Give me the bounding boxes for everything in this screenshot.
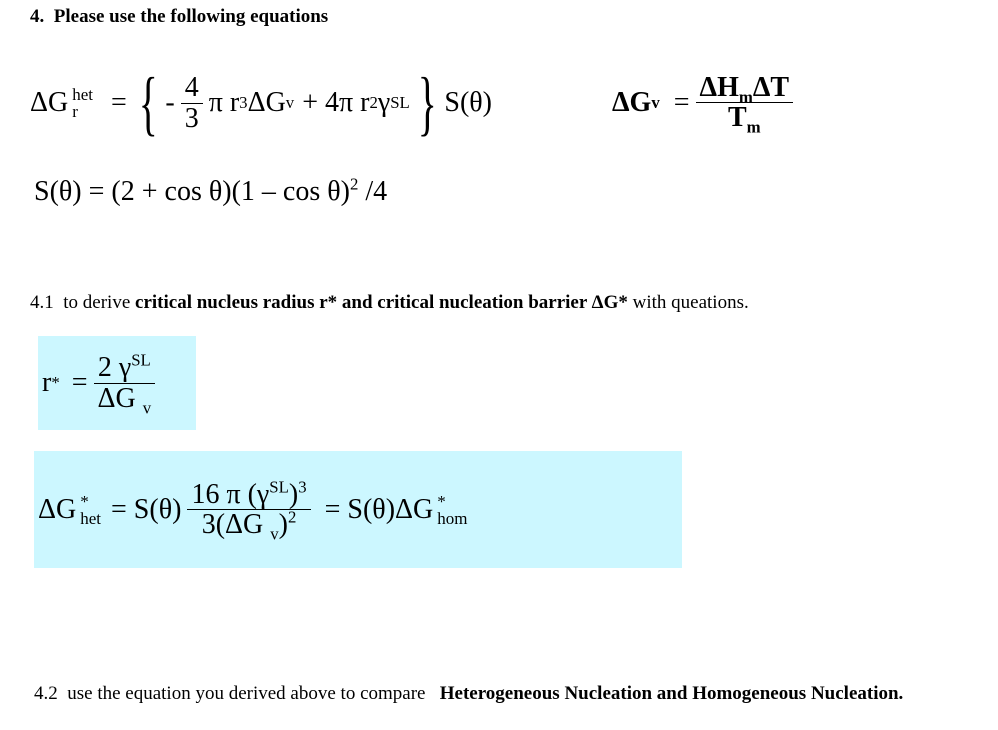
equation-s-theta: [34, 176, 387, 208]
eq1-sub-r: r: [72, 102, 78, 121]
eq2-equals: =: [673, 86, 690, 118]
q42-text: use the equation you derived above to compare: [67, 683, 426, 704]
eq2-lhs: ΔG: [612, 86, 652, 118]
dg-sub-hom: hom: [437, 508, 468, 528]
dg-equals-hom: = S(θ)ΔG: [324, 493, 434, 525]
question-title: Please use the following equations: [53, 6, 329, 27]
equation-delta-g-het-r: ΔG het r = { - $\frac{4}{3}$ π r 3 ΔG v + 4π r 2 γ SL } S(θ): [30, 63, 493, 143]
eq1-plus-term: + 4π r: [302, 87, 370, 118]
eq1-right-brace: }: [417, 63, 437, 143]
critical-barrier-box: [34, 451, 682, 568]
eq1-gamma: γ: [377, 87, 391, 118]
dg-sub-het: het: [80, 508, 102, 528]
r-fraction: $\frac{2 \gamma^{SL}}{\Delta G _v}$: [94, 353, 156, 413]
critical-radius-box: r * = $\frac{2 \gamma^{SL}}{\Delta G _v}$: [38, 336, 196, 430]
eq1-lhs: ΔG: [30, 87, 69, 118]
dg-equals-s-theta: = S(θ): [111, 493, 182, 525]
dg-star: *: [80, 491, 89, 511]
eq3-square: 2: [349, 174, 359, 194]
eq1-pi-r: π r: [208, 87, 240, 118]
q42-number: 4.2: [34, 683, 58, 704]
eq3-tail: /4: [365, 176, 388, 207]
question-4-1: [30, 292, 749, 314]
dg-lhs: ΔG: [38, 493, 77, 525]
q41-text-b: with queations.: [632, 292, 749, 313]
question-number: 4.: [30, 6, 45, 27]
eq1-fraction-4-3: $\frac{4}{3}$: [181, 73, 203, 133]
q42-bold-text: Heterogeneous Nucleation and Homogeneous Nucleation.: [439, 683, 904, 704]
eq3-body: S(θ) = (2 + cos θ)(1 – cos θ): [34, 176, 350, 207]
eq1-s-theta: S(θ): [444, 87, 493, 118]
r-equals: =: [71, 367, 88, 398]
q41-bold-text: critical nucleus radius r* and critical nucleation barrier ΔG*: [135, 292, 628, 313]
q41-number: 4.1: [30, 292, 54, 313]
dg-fraction: $\frac{16 \pi (\gamma^{SL})^3}{3(\Delta G _v)^2}$: [187, 480, 310, 540]
eq1-sup-het: het: [72, 85, 94, 104]
equation-delta-g-v: ΔG v = $\frac{\Delta H_m\Delta T}{T_m}$: [612, 60, 799, 145]
r-lhs: r: [42, 367, 52, 398]
eq1-minus: -: [165, 87, 175, 118]
eq1-dgv: ΔG: [247, 87, 286, 118]
eq2-fraction: $\frac{\Delta H_m\Delta T}{T_m}$: [696, 73, 794, 133]
dg-star-hom: *: [437, 491, 446, 511]
eq1-left-brace: {: [138, 63, 158, 143]
question-4-heading: [30, 6, 328, 28]
eq1-equals: =: [111, 87, 127, 118]
question-4-2: [34, 683, 903, 705]
q41-text-a: to derive: [63, 292, 131, 313]
